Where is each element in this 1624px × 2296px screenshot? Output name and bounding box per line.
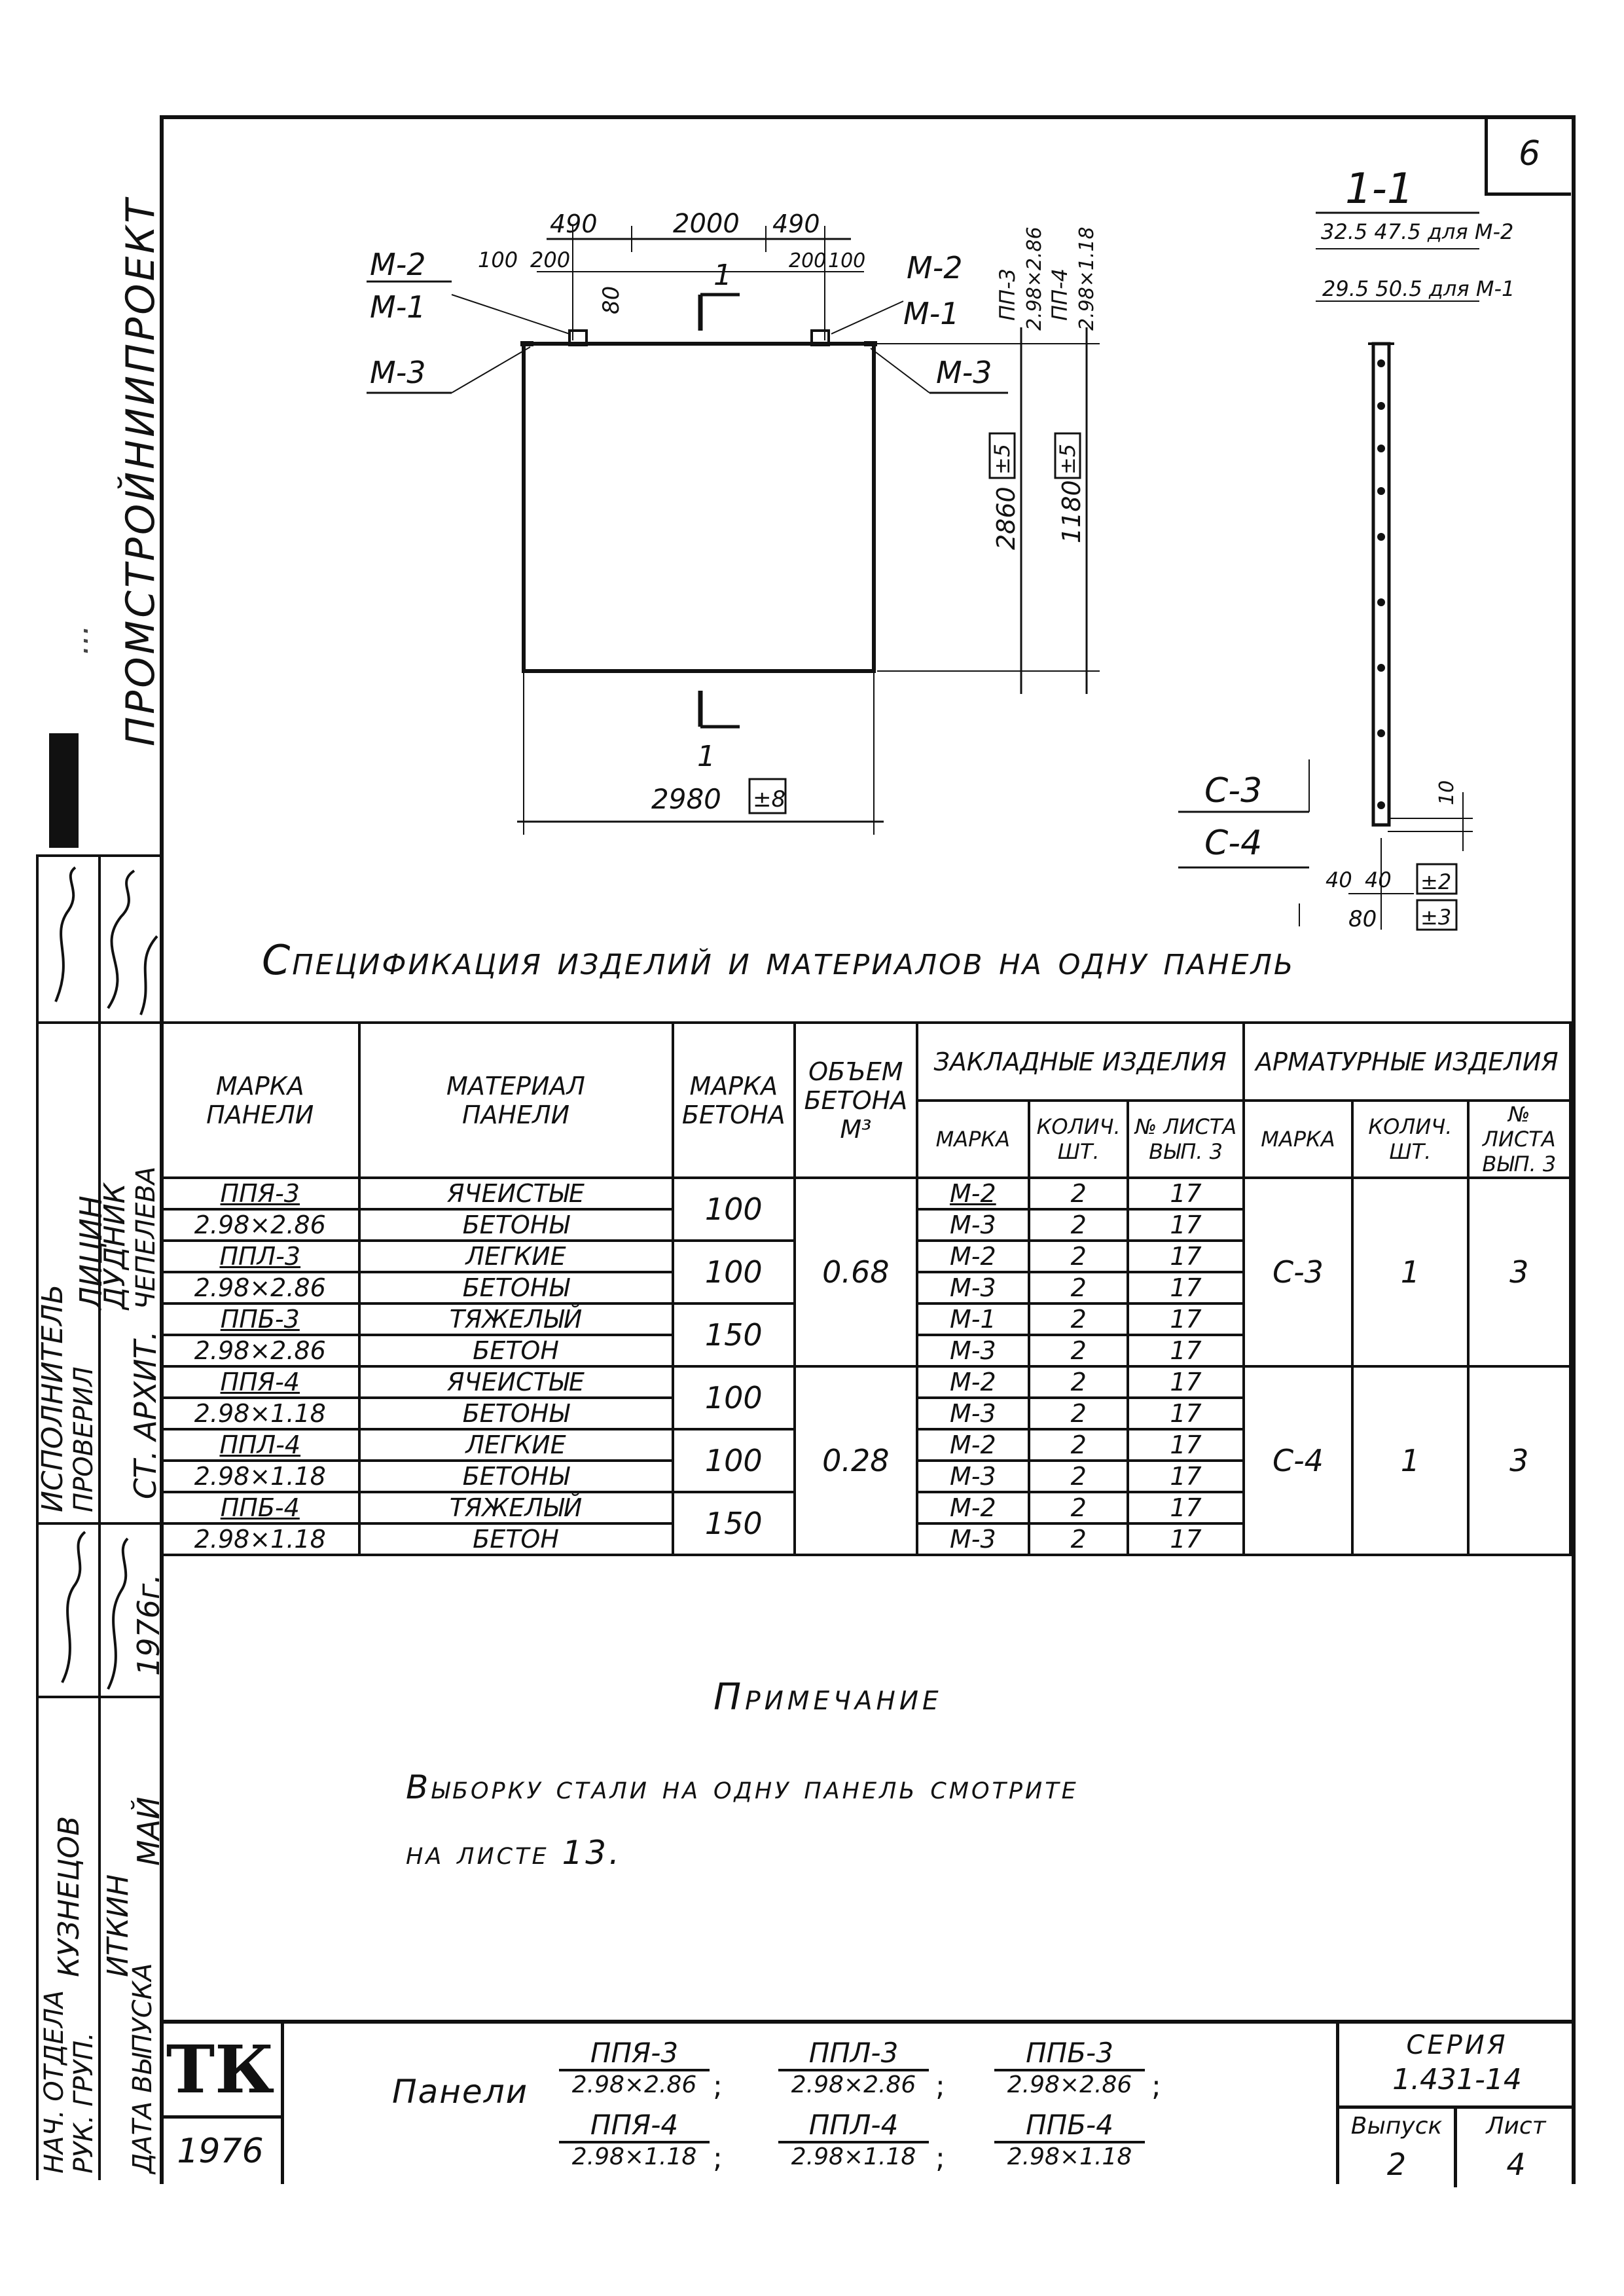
title-block: ТК 1976 Панели ППЯ-3 2.98×2.86 ; ППЛ-3 2.98×2.86 ; ППБ-3 2.98×2.86 ; ППЯ-4 2.98×1.18 ; ППЛ-4 2.98×1.18 ; ППБ-4 2.98×1.18 СЕРИЯ 1.431-14 Выпуск 2 Лист 4 bbox=[160, 2020, 1572, 2184]
name-licin: ЛИЦИН bbox=[73, 1195, 109, 1309]
section-dim-40a: 40 bbox=[1326, 867, 1352, 892]
dim-80: 80 bbox=[598, 285, 624, 314]
rebar-sheet-group-1: 3 bbox=[1468, 1178, 1570, 1366]
height-tol-a: ±5 bbox=[990, 443, 1015, 475]
part-m3-left: М-3 bbox=[370, 355, 426, 390]
series-label: СЕРИЯ bbox=[1406, 2030, 1508, 2060]
header-concrete-grade: МАРКА БЕТОНА bbox=[673, 1023, 795, 1178]
part-m2-left: М-2 bbox=[370, 247, 426, 282]
issue-cell bbox=[1339, 2109, 1457, 2187]
table-row: ППБ-4 ТЯЖЕЛЫЙ 150 М-2 2 17 bbox=[161, 1492, 1570, 1523]
dim-490-right: 490 bbox=[772, 210, 820, 238]
section-tol-3: ±3 bbox=[1420, 905, 1452, 930]
spec-title: Спецификация изделий и материалов на одну панель bbox=[262, 936, 1295, 984]
signatures-top bbox=[36, 858, 164, 1021]
rebar-sheet-group-2: 3 bbox=[1468, 1366, 1570, 1555]
note-text bbox=[406, 1755, 1388, 1886]
width-tol: ±8 bbox=[753, 786, 786, 812]
note-line-2: на листе 13. bbox=[406, 1834, 622, 1872]
year-1976g: 1976г. bbox=[131, 1574, 166, 1676]
width-2980: 2980 bbox=[651, 783, 721, 815]
table-row: ППЛ-4 ЛЕГКИЕ 100 М-2 2 17 bbox=[161, 1429, 1570, 1461]
dim-100-left: 100 bbox=[478, 247, 518, 272]
sheet-cell bbox=[1457, 2109, 1575, 2187]
panel-fraction: ППБ-4 2.98×1.18 bbox=[994, 2109, 1145, 2170]
date-may: МАЙ bbox=[131, 1796, 166, 1866]
part-m1-left: М-1 bbox=[370, 289, 426, 325]
note-title: Примечание bbox=[713, 1676, 943, 1719]
panel-label-size-b: 2.98×1.18 bbox=[1075, 227, 1098, 331]
table-row: ППЯ-3 ЯЧЕИСТЫЕ 100 0.68 М-2 2 17 С-3 1 3 bbox=[161, 1178, 1570, 1209]
part-m2-right: М-2 bbox=[907, 250, 963, 285]
section-mark-top: 1 bbox=[713, 259, 732, 292]
issue-label: Выпуск bbox=[1350, 2113, 1443, 2140]
dim-200-right: 200 bbox=[789, 249, 827, 272]
tk-logo: ТК bbox=[160, 2024, 284, 2119]
panel-fraction: ППЯ-4 2.98×1.18 bbox=[559, 2109, 710, 2170]
subheader-emb-sheet: № ЛИСТА ВЫП. 3 bbox=[1128, 1101, 1243, 1178]
header-material: МАТЕРИАЛ ПАНЕЛИ bbox=[359, 1023, 673, 1178]
role-senior-architect: СТ. АРХИТ. bbox=[128, 1330, 163, 1499]
height-2860: 2860 bbox=[992, 486, 1020, 550]
header-rebar: АРМАТУРНЫЕ ИЗДЕЛИЯ bbox=[1244, 1023, 1570, 1101]
spec-table bbox=[160, 1021, 1572, 1556]
section-dim-80: 80 bbox=[1348, 906, 1377, 932]
seal-mark bbox=[49, 733, 79, 848]
part-m1-right: М-1 bbox=[903, 296, 960, 331]
dim-2000: 2000 bbox=[673, 209, 740, 239]
sheet-value: 4 bbox=[1506, 2147, 1526, 2182]
table-row: 2.98×2.86 БЕТОН М-3 2 17 bbox=[161, 1335, 1570, 1366]
panel-fraction: ППБ-3 2.98×2.86 bbox=[994, 2037, 1145, 2098]
sheet-label: Лист bbox=[1486, 2113, 1546, 2140]
section-mark-bottom: 1 bbox=[697, 740, 715, 773]
table-row: ППЯ-4 ЯЧЕИСТЫЕ 100 0.28 М-2 2 17 С-4 1 3 bbox=[161, 1366, 1570, 1398]
rebar-mark-group-2: С-4 bbox=[1244, 1366, 1352, 1555]
height-tol-b: ±5 bbox=[1055, 443, 1080, 475]
table-row: ППЛ-3 ЛЕГКИЕ 100 М-2 2 17 bbox=[161, 1241, 1570, 1272]
organization-partial: ... bbox=[59, 625, 96, 655]
subheader-emb-mark: МАРКА bbox=[917, 1101, 1029, 1178]
panel-label-size-a: 2.98×2.86 bbox=[1023, 227, 1046, 331]
table-row: 2.98×1.18 БЕТОН М-3 2 17 bbox=[161, 1523, 1570, 1555]
section-title: 1-1 bbox=[1345, 165, 1414, 213]
rebar-qty-group-2: 1 bbox=[1352, 1366, 1468, 1555]
name-itkin: ИТКИН bbox=[101, 1874, 135, 1977]
tk-year: 1976 bbox=[160, 2119, 284, 2184]
left-stamp-column bbox=[0, 0, 164, 2296]
series-box bbox=[1336, 2024, 1575, 2184]
section-tol-2: ±2 bbox=[1420, 869, 1452, 894]
dim-100-right: 100 bbox=[828, 249, 866, 272]
panel-fraction: ППЛ-3 2.98×2.86 bbox=[778, 2037, 929, 2098]
header-mark: МАРКА ПАНЕЛИ bbox=[161, 1023, 359, 1178]
table-row: 2.98×1.18 БЕТОНЫ М-3 2 17 bbox=[161, 1398, 1570, 1429]
subheader-reb-qty: КОЛИЧ. ШТ. bbox=[1352, 1101, 1468, 1178]
subheader-emb-qty: КОЛИЧ. ШТ. bbox=[1029, 1101, 1128, 1178]
section-c4: С-4 bbox=[1204, 824, 1263, 863]
sheet-corner-number: 6 bbox=[1485, 115, 1571, 196]
table-row: 2.98×2.86 БЕТОНЫ М-3 2 17 bbox=[161, 1209, 1570, 1241]
issue-value: 2 bbox=[1386, 2147, 1407, 2182]
section-dim-10: 10 bbox=[1435, 780, 1458, 805]
panel-fraction: ППЯ-3 2.98×2.86 bbox=[559, 2037, 710, 2098]
panel-elevation-drawing bbox=[353, 196, 1165, 864]
height-1180: 1180 bbox=[1057, 480, 1086, 543]
volume-group-2: 0.28 bbox=[795, 1366, 917, 1555]
section-dim-40b: 40 bbox=[1365, 867, 1392, 892]
note-line-1: Выборку стали на одну панель смотрите bbox=[406, 1768, 1079, 1806]
rebar-mark-group-1: С-3 bbox=[1244, 1178, 1352, 1366]
role-group-lead: РУК. ГРУП. bbox=[69, 2032, 99, 2174]
part-m3-right: М-3 bbox=[936, 355, 992, 390]
organization-name: ПРОМСТРОЙНИИПРОЕКТ bbox=[118, 196, 164, 746]
volume-group-1: 0.68 bbox=[795, 1178, 917, 1366]
panel-fraction: ППЛ-4 2.98×1.18 bbox=[778, 2109, 929, 2170]
header-embedded: ЗАКЛАДНЫЕ ИЗДЕЛИЯ bbox=[917, 1023, 1244, 1101]
role-checked: ПРОВЕРИЛ bbox=[69, 1366, 99, 1512]
name-chepeleva: ЧЕПЕЛЕВА bbox=[131, 1166, 161, 1309]
role-issue-date: ДАТА ВЫПУСКА bbox=[128, 1963, 158, 2174]
name-kuznecov: КУЗНЕЦОВ bbox=[52, 1815, 86, 1977]
role-dept-head: НАЧ. ОТДЕЛА bbox=[39, 1990, 69, 2174]
section-dim-line1: 32.5 47.5 для М-2 bbox=[1321, 219, 1514, 244]
subheader-reb-mark: МАРКА bbox=[1244, 1101, 1352, 1178]
table-row: ППБ-3 ТЯЖЕЛЫЙ 150 М-1 2 17 bbox=[161, 1303, 1570, 1335]
panel-label-pp3: ПП-3 bbox=[995, 268, 1020, 321]
role-executor: ИСПОЛНИТЕЛЬ bbox=[36, 1284, 69, 1512]
panels-label: Панели bbox=[392, 2073, 529, 2111]
table-row: 2.98×1.18 БЕТОНЫ М-3 2 17 bbox=[161, 1461, 1570, 1492]
section-c3: С-3 bbox=[1204, 771, 1263, 811]
dim-490-left: 490 bbox=[550, 210, 598, 238]
rebar-qty-group-1: 1 bbox=[1352, 1178, 1468, 1366]
series-value: 1.431-14 bbox=[1392, 2063, 1522, 2096]
subheader-reb-sheet: № ЛИСТА ВЫП. 3 bbox=[1468, 1101, 1570, 1178]
table-row: 2.98×2.86 БЕТОНЫ М-3 2 17 bbox=[161, 1272, 1570, 1303]
section-dim-line2: 29.5 50.5 для М-1 bbox=[1322, 276, 1515, 301]
panel-label-pp4: ПП-4 bbox=[1047, 268, 1072, 321]
name-dudnik: ДУДНИК bbox=[98, 1183, 132, 1309]
header-volume: ОБЪЕМ БЕТОНА М³ bbox=[795, 1023, 917, 1178]
section-rebar-labels bbox=[1178, 759, 1322, 910]
dim-200-left: 200 bbox=[530, 247, 571, 272]
